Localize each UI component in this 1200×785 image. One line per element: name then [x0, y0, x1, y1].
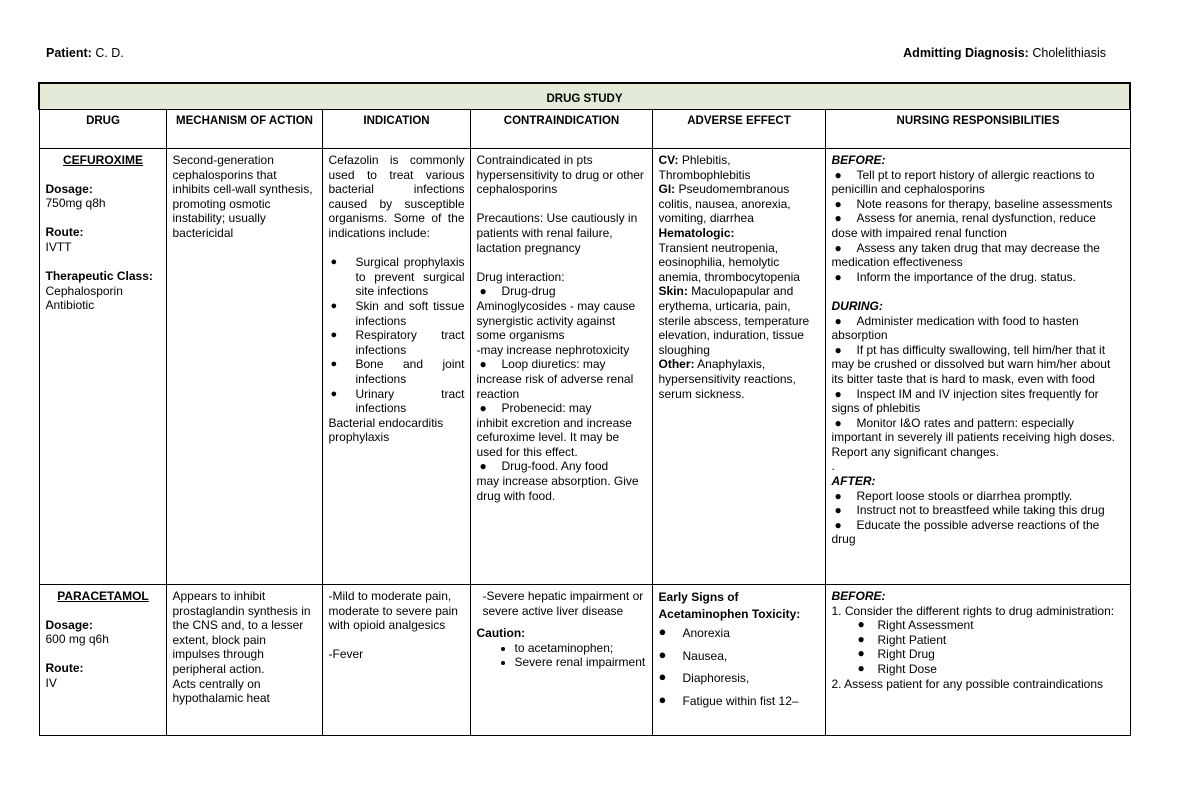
list-item: ● Urinary tract infections: [329, 387, 465, 416]
list-item: Report loose stools or diarrhea promptly.: [856, 488, 1073, 503]
rights-list: [832, 618, 1125, 676]
ae-list: [659, 626, 820, 708]
list-item: Tell pt to report history of allergic reactions to penicillin and cephalosporins: [831, 167, 1095, 197]
list-item: ● Fatigue within fist 12–: [659, 694, 820, 709]
mechanism-text: Appears to inhibit prostaglandin synthesis in the CNS and, to a lesser extent, block pain impulses through peripheral action.: [172, 589, 311, 676]
contraindication-cell: Contraindicated in pts hypersensitivity to drug or other cephalosporins Precautions: Use cautiously in patients with renal failure, lactation pregnancy Drug interaction: ● Drug-drug Aminoglycosides - may cause synergistic activity against some organisms -may increase nephrotoxicity ● Loop diuretics: may increase risk of adverse renal reaction ● Probenecid: may inhibit excretion and increase cefuroxime level. It may be used for this effect. ● Drug-food. Any food may increase absorption. Give drug with food.: [470, 149, 652, 585]
list-item: Instruct not to breastfeed while taking this drug: [856, 503, 1105, 518]
dosage-value: 600 mg q6h: [45, 632, 109, 647]
list-item: Note reasons for therapy, baseline assessments: [856, 196, 1113, 211]
patient-header: [46, 46, 124, 61]
col-header-adverse-effect: ADVERSE EFFECT: [652, 110, 825, 149]
route-label: Route:: [45, 225, 84, 240]
list-item: Inform the importance of the drug. status.: [856, 269, 1076, 284]
interaction-3b: inhibit excretion and increase cefuroxime level. It may be used for this effect.: [476, 415, 632, 459]
precautions: Precautions: Use cautiously in patients with renal failure, lactation pregnancy: [476, 211, 638, 255]
indication-list: [329, 255, 465, 416]
interaction-2b: increase risk of adverse renal reaction: [476, 371, 634, 401]
interaction-1c: -may increase nephrotoxicity: [476, 342, 630, 357]
list-item: Administer medication with food to hasten absorption: [831, 313, 1079, 343]
adverse-effect-cell: [652, 149, 825, 585]
list-item: Assess for anemia, renal dysfunction, reduce dose with impaired renal function: [831, 211, 1096, 240]
before-1: 1. Consider the different rights to drug administration:: [831, 603, 1115, 618]
ae-cv: Phlebitis, Thrombophlebitis: [658, 153, 751, 182]
nursing-cell: BEFORE: ● Tell pt to report history of allergic reactions to penicillin and cephalosporins ● Note reasons for therapy, baseline assessments ● Assess for anemia, renal dysfunction, reduce dose with impaired renal function ● Assess any taken drug that may decrease the medication effectiveness ● Inform the importance of the drug. status. DURING: ● Administer medication with food to hasten absorption ● If pt has difficulty swallowing, tell him/her that it may be crushed or dissolved but warn him/her about its bitter taste that is hard to mask, even with food ● Inspect IM and IV injection sites frequently for signs of phlebitis ● Monitor I&O rates and pattern: especially important in severely ill patients receiving high doses. Report any significant changes. . AFTER: ● Report loose stools or diarrhea promptly. ● Instruct not to breastfeed while taking this drug ● Educate the possible adverse reactions of the drug: [825, 149, 1130, 585]
mechanism-cell: [166, 149, 322, 585]
drug-cell: [39, 149, 166, 585]
list-item: • Severe renal impairment: [515, 655, 647, 670]
list-item: ● Diaphoresis,: [659, 671, 820, 686]
ae-gi: Pseudomembranous colitis, nausea, anorexia, vomiting, diarrhea: [658, 182, 791, 226]
list-item: • to acetaminophen;: [515, 641, 647, 656]
col-header-nursing: NURSING RESPONSIBILITIES: [825, 110, 1130, 149]
during-dot: .: [831, 459, 835, 474]
ae-skin-label: Skin:: [658, 284, 688, 299]
table-title: DRUG STUDY: [39, 83, 1130, 110]
route-value: IV: [45, 675, 57, 690]
table-row: [39, 585, 1130, 736]
ae-skin: Maculopapular and erythema, urticaria, pain, sterile abscess, temperature elevation, induration, tissue sloughing: [658, 284, 810, 357]
adverse-effect-cell: [652, 585, 825, 736]
table-row: [39, 149, 1130, 585]
drug-study-table: [38, 82, 1131, 736]
after-label: AFTER:: [831, 474, 876, 489]
list-item: Educate the possible adverse reactions of the drug: [831, 517, 1100, 547]
interaction-3a: Probenecid: may: [501, 401, 592, 416]
contra-intro: Contraindicated in pts hypersensitivity to drug or other cephalosporins: [476, 153, 644, 197]
list-item: ● Anorexia: [659, 626, 820, 641]
dosage-label: Dosage:: [45, 181, 93, 196]
patient-label: Patient:: [46, 46, 92, 60]
indication-cell: [322, 585, 470, 736]
ae-other: Anaphylaxis, hypersensitivity reactions, serum sickness.: [658, 357, 796, 401]
list-item: If pt has difficulty swallowing, tell him/her that it may be crushed or dissolved but warn him/her about its bitter taste that is hard to mask, even with food: [831, 342, 1111, 386]
interaction-1a: Drug-drug: [501, 284, 556, 299]
diagnosis-label: Admitting Diagnosis:: [903, 46, 1029, 60]
interaction-2a: Loop diuretics: may: [501, 357, 606, 372]
drug-name: PARACETAMOL: [57, 589, 149, 603]
route-label: Route:: [45, 661, 84, 676]
indication-intro: Cefazolin is commonly used to treat various bacterial infections caused by susceptible organisms. Some of the indications include:: [328, 153, 465, 240]
indication-2: -Fever: [328, 647, 364, 662]
interaction-4b: may increase absorption. Give drug with food.: [476, 474, 639, 503]
list-item: ● Nausea,: [659, 649, 820, 664]
ae-cv-label: CV:: [658, 153, 679, 167]
patient-value: C. D.: [95, 46, 124, 60]
route-value: IVTT: [45, 239, 72, 254]
col-header-indication: INDICATION: [322, 110, 470, 149]
contraindication-cell: [470, 585, 652, 736]
before-2: 2. Assess patient for any possible contraindications: [831, 676, 1103, 691]
list-item: Assess any taken drug that may decrease the medication effectiveness: [831, 240, 1100, 270]
during-label: DURING:: [831, 298, 883, 313]
drug-cell: [39, 585, 166, 736]
interaction-label: Drug interaction:: [476, 269, 565, 284]
ae-hema: Transient neutropenia, eosinophilia, hemolytic anemia, thrombocytopenia: [658, 240, 800, 284]
list-item: ● Respiratory tract infections: [329, 328, 465, 357]
col-header-drug: DRUG: [39, 110, 166, 149]
mechanism-cell: [166, 585, 322, 736]
indication-1: -Mild to moderate pain, moderate to severe pain with opioid analgesics: [328, 589, 458, 633]
list-item: ● Right Assessment: [856, 618, 1125, 633]
class-value-1: Cephalosporin: [45, 283, 123, 298]
list-item: ● Bone and joint infections: [329, 357, 465, 386]
list-item: ● Right Patient: [856, 633, 1125, 648]
col-header-contraindication: CONTRAINDICATION: [470, 110, 652, 149]
diagnosis-header: [903, 46, 1106, 61]
ae-gi-label: GI:: [658, 182, 676, 197]
col-header-mechanism: MECHANISM OF ACTION: [166, 110, 322, 149]
indication-extra: Bacterial endocarditis prophylaxis: [328, 415, 444, 445]
mechanism-text: Second-generation cephalosporins that inhibits cell-wall synthesis, promoting osmotic instability; usually bactericidal: [172, 153, 313, 240]
list-item: ● Surgical prophylaxis to prevent surgical site infections: [329, 255, 465, 299]
list-item: Inspect IM and IV injection sites frequently for signs of phlebitis: [831, 386, 1099, 416]
class-label: Therapeutic Class:: [45, 269, 153, 284]
ae-hema-label: Hematologic:: [658, 225, 735, 240]
interaction-4a: Drug-food. Any food: [501, 459, 609, 474]
ae-title: Early Signs of Acetaminophen Toxicity:: [658, 590, 801, 621]
before-label: BEFORE:: [831, 153, 886, 167]
list-item: Monitor I&O rates and pattern: especially important in severely ill patients receiving high doses. Report any significant changes.: [831, 415, 1115, 459]
dosage-label: Dosage:: [45, 617, 93, 632]
list-item: ● Right Drug: [856, 647, 1125, 662]
contra-1: -Severe hepatic impairment or severe active liver disease: [482, 589, 644, 618]
before-label: BEFORE:: [831, 589, 886, 603]
mechanism-text-2: Acts centrally on hypothalamic heat: [172, 676, 270, 706]
list-item: ● Skin and soft tissue infections: [329, 299, 465, 328]
caution-list: [483, 641, 647, 670]
list-item: ● Right Dose: [856, 662, 1125, 677]
nursing-cell: [825, 585, 1130, 736]
indication-cell: [322, 149, 470, 585]
dosage-value: 750mg q8h: [45, 196, 106, 211]
drug-name: CEFUROXIME: [62, 153, 143, 167]
ae-other-label: Other:: [658, 357, 695, 372]
interaction-1b: Aminoglycosides - may cause synergistic activity against some organisms: [476, 298, 636, 343]
diagnosis-value: Cholelithiasis: [1032, 46, 1106, 60]
class-value-2: Antibiotic: [45, 298, 95, 313]
caution-label: Caution:: [476, 626, 526, 641]
